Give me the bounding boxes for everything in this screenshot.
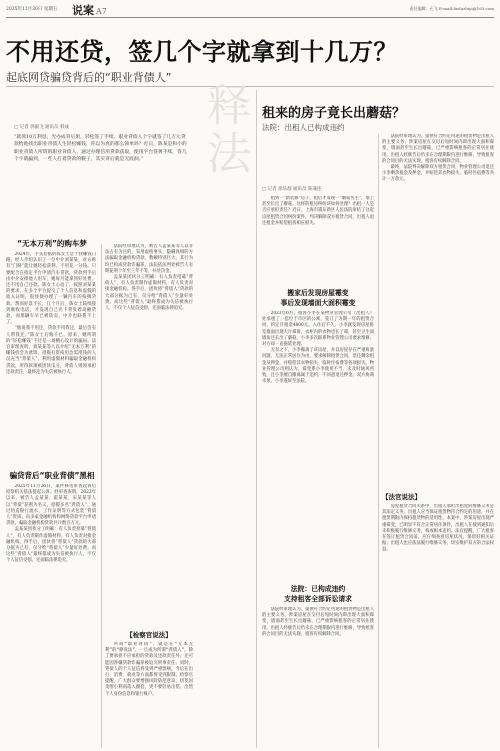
paragraph: “他说我不用还，贷款不用我还，最后会有人帮我还。”陈女士后悔不已。原来，她所谓的“轻松赚钱”不过是一场精心设计的骗局。法官审理查明，刘某某等人以介绍“无本万利”的赚钱机会为诱饵，招揽有资质但急需用钱的人员充当“背债人”，利用虚假材料骗取金融机构贷款，所得款项被团伙瓜分，背债人则须承担还款责任，最终沦为失信被执行人。 <box>6 326 96 375</box>
story1-box-title: 【检察官说法】 <box>126 631 172 639</box>
story1-byline: □ 记者 郭毅飞 通讯员 韩成 <box>14 125 69 130</box>
paragraph: 法院经审理认为，提供符合约定用途的租赁物是出租人的主要义务。涉案房屋在交付后短时间内即出现大面积霉变，墙面甚至生长出蘑菇，已严重影响租客的正常居住使用，出租人经催告后仍未在合理期限内进行维修，导致租客的合同目的无法实现，租客有权解除合同。 <box>382 134 494 164</box>
story2-section2-body <box>262 607 374 748</box>
main-headline: 不用还贷，签几个字就拿到十几万？ <box>6 38 398 66</box>
issue-date: 2025年11月30日 星期五 <box>6 7 58 12</box>
paragraph: 孟某某团伙分工明确：有人负责招募“背债人”，有人负责制作虚假材料，有人负责对接金融机构。得手后，团伙将“背债人”贷款的大部分据为己有，仅分给“背债人”少量好处费。而这些“背债人”最终都成为失信被执行人，不仅个人征信受损，还面临法律追究。 <box>6 527 96 564</box>
story2-lead <box>262 196 374 284</box>
story2-section1-title2: 事后发现墙面大面积霉变 <box>280 299 356 307</box>
story2-section2-title2: 支持租客全部诉讼请求 <box>284 595 352 603</box>
paragraph: 2024年，手头拮据的陈女士急于找赚钱门路。经人介绍认识了一位中介刘某某，对方称有“门路”能让她轻松获利，不用花一分钱。只要配合在指定平台申请汽车贷款，贷款到手后由中介安排他人用车，她每月能拿到好处费，还不用自己还款。陈女士心动了，按照刘某某的要求，在多个平台提交了个人信息和虚假的收入证明，很快便办理了一辆汽车的按揭贷款。然而好景不长，几个月后，陈女士陆续接到催收电话，才发现自己名下背负着高额贷款，而那辆车早已被转卖，中介也联系不上了。 <box>6 252 96 326</box>
paragraph: 最终，法院判决解除双方租赁合同，物业管理公司退还小李剩余租金及押金，并赔偿其衣物损失、临时住宿费等共计一万余元。 <box>382 165 494 183</box>
section-title <box>72 2 107 18</box>
story-divider <box>256 90 257 748</box>
paragraph: 租到一“新装修”房子，租后才发现一“蘑菇丛生”，墙上甚至长出了蘑菇。这样的租房纠纷该如何处理？出租一人是否应承担责任？近日，上海市浦东新区人民法院审结了这起房屋租赁合同纠纷案件，判决解除双方租赁合同，出租人退还租金并赔偿租客相应损失。 <box>262 196 374 226</box>
header-rule <box>6 17 494 18</box>
paragraph: 2025年11月26日，案件移送审查起诉后检察机关依法提起公诉。经审查查明，2023年以来，被告人孟某某、霍某某、宋某某等人以“背债”获利为名义，招揽多名“背债人”，通过伪造银行流水、工作证明等方式包装“背债人”资质，向多家金融机构和网络贷款平台申请贷款，骗取金融机构贷款共计数百万元。 <box>6 484 96 527</box>
story1-section2-title: 骗贷背后“职业背债”黑相 <box>9 471 95 480</box>
story2-section1-title: 搬家后发现房屋霉变 <box>287 289 349 297</box>
story2-section2-title: 法院：已构成违约 <box>290 585 346 593</box>
paragraph: 法院经审理认为，提供符合约定用途的租赁物是出租人的主要义务。涉案房屋在交付后短时间内即出现大面积霉变，墙面甚至生长出蘑菇，已严重影响租客的正常居住使用，出租人经催告后仍未在合理期限内进行维修，导致租客的合同目的无法实现，租客有权解除合同。 <box>262 607 374 637</box>
story1-column2-body <box>105 244 193 614</box>
story2-column3-body <box>382 134 494 488</box>
section-label: 说案 <box>72 4 94 17</box>
column-divider <box>101 244 102 748</box>
column-divider <box>378 134 379 748</box>
paragraph: 房屋租赁合同关系中，出租人承担出租屋的维修义务是其法定义务，出租人应当保证租赁物符合约定的用途，并在租赁期限内保持租赁物的适用性。本案中，涉案房屋出现严重霉变，已明显不符合正常居住条件，出租人在接到通知后未积极履行维修义务，构成根本违约。法官提醒，广大租客在签订租赁合同前，应仔细查看房屋状况，保留好相关证据；出租人也应依法履行维修义务，切实维护双方的合法权益。 <box>382 504 494 553</box>
paragraph: 2023年6月，租客小李在某物业管理公司（出租人）处承租了一套位于市区的公寓，签订了为期一年的租赁合同，约定月租金4800元。入住后不久，小李就发现房屋卧室墙面出现大片霉斑，衣柜内的衣物也长了霉，甚至卫生间墙角还长出了蘑菇。小李多次联系物业管理公司要求维修，对方却一直拖延处理。 <box>262 311 374 348</box>
story1-lead: “就领10万利息，光办成背后果，轻松签了手续，职业背债人个字就签了几万元贷款给他找出职业背债人生轻松赚钱，你以为真的那么简单吗？近日，陈某是和小的职业背债人所谓的职业背债人，通过办理信用贷款获取，使用平台签署手续，签几个字就骗到，一些人打着贷款的幌子，其实背后就是无底洞。” <box>14 135 187 163</box>
watermark-text: 释法 <box>199 82 250 178</box>
story1-box-body <box>105 642 193 748</box>
main-subheadline: 起底网贷骗贷背后的“职业背债人” <box>6 71 172 84</box>
story2-box-body <box>382 504 494 748</box>
story2-subheadline: 法院：出租人已构成违约 <box>262 123 345 132</box>
page-number: A7 <box>96 7 107 16</box>
paragraph: 孟某某团伙分工明确：有人负责招募“背债人”，有人负责制作虚假材料，有人负责对接金融机构。得手后，团伙将“背债人”贷款的大部分据为己有，仅分给“背债人”少量好处费。而这些“背债人”最终都成为失信被执行人，不仅个人征信受损，还面临法律追究。 <box>105 275 193 312</box>
story1-section1-title: “无本万利”的购车梦 <box>17 239 87 248</box>
story2-box-title: 【法官说法】 <box>382 493 421 501</box>
paragraph: 无奈之下，小李搬离了该房屋，并以房屋存在严重质量问题、无法正常居住为由，要求解除租赁合同，退还剩余租金及押金，并赔偿其衣物损失、临时住宿费等各项损失。物业管理公司则认为，霉变系小李使用不当、未及时通风所致，且小李擅自搬离属于违约，不同意退还押金。双方协商未果，小李遂诉至法院。 <box>262 348 374 385</box>
editor-credit: 责任编辑：孔飞 E-mail:fashizhiyi@163.com <box>409 6 494 11</box>
paragraph: 所谓“职业背债”，就是在“无本无利”的“撩说法”，一旦成为所谓“背债人”，除了要承担不应承担的贷款及还款责任外，还可能因涉嫌贷款诈骗罪被追究刑事责任。同时，背债人的个人征信将受到严重影响，今后在出行、消费、就业等方面都将受到限制。检察官提醒，广大群众要增强风险防范意识，切莫因贪图小利而落入圈套，更不要轻易出借、出售个人身份信息和银行账户。 <box>105 642 193 697</box>
story2-section1-body <box>262 311 374 575</box>
story1-section1-body <box>6 252 96 454</box>
story2-headline: 租来的房子竟长出蘑菇？ <box>262 106 406 121</box>
paragraph: 法院经审理认为，被告人孟某某等人以非法占有为目的，采用虚构事实、隐瞒真相的方法骗取金融机构贷款，数额特别巨大，其行为均已构成贷款诈骗罪。法院依法判处被告人有期徒刑十年至三年不等，并处罚金。 <box>105 244 193 274</box>
story2-byline: □ 记者 徐乐群 通讯员 陈兼连 <box>262 187 322 192</box>
story1-section2-body <box>6 484 96 748</box>
